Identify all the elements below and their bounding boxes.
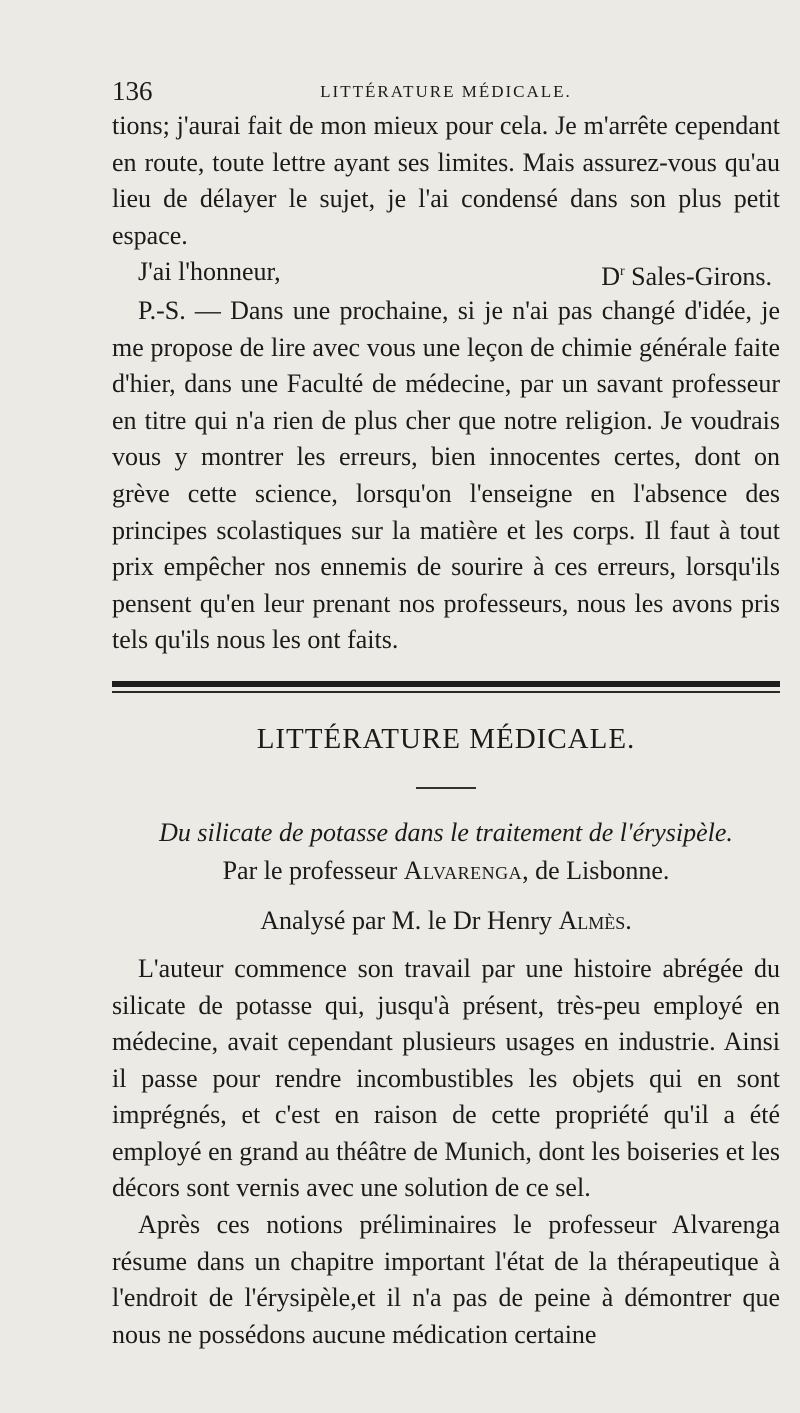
byline-author: Alvarenga: [403, 855, 523, 885]
signature-title-sup: r: [620, 264, 625, 280]
letter-text: [112, 108, 780, 659]
article-paragraph: L'auteur commence son travail par une histoire abrégée du silicate de potasse qui, jusqu'à présent, très-peu employé en médecine, avait cependant plusieurs usages en industrie. Ainsi il passe pour rendre incombustibles les objets qui en sont imprégnés, et c'est en raison de cette propriété qu'il a été employé en grand au théâtre de Munich, dont les boiseries et les décors sont vernis avec une solution de ce sel.: [112, 953, 780, 1203]
signature: [601, 254, 772, 296]
signature-title: D: [601, 262, 620, 292]
thin-rule: [112, 691, 780, 693]
article-paragraph: Après ces notions préliminaires le professeur Alvarenga résume dans un chapitre important l'état de la thérapeutique à l'endroit de l'érysipèle,et il n'a pas de peine à démontrer que nous ne possédons aucune médication certaine: [112, 1210, 780, 1349]
signature-line: [112, 254, 780, 291]
analyzed-name: Almès: [558, 905, 626, 935]
signature-name: Sales-Girons.: [631, 262, 772, 292]
postscript-paragraph: P.-S. — Dans une prochaine, si je n'ai pas changé d'idée, je me propose de lire avec vous une leçon de chimie générale faite d'hier, dans une Faculté de médecine, par un savant professeur en titre qui n'a rien de plus cher que notre religion. Je voudrais vous y montrer les erreurs, bien innocentes certes, dont on grève cette science, lorsqu'on l'enseigne en l'absence des principes scolastiques sur la matière et les corps. Il faut à tout prix empêcher nos ennemis de sourire à ces erreurs, lorsqu'ils pensent qu'en leur prenant nos professeurs, nous les avons pris tels qu'ils nous les ont faits.: [112, 295, 780, 655]
article-title: Du silicate de potasse dans le traitement de l'érysipèle.: [159, 817, 733, 847]
thick-rule: [112, 681, 780, 687]
running-head: [112, 74, 780, 108]
analyzed-by: [112, 903, 780, 939]
closing-formula: J'ai l'honneur,: [138, 257, 281, 287]
article-body: [112, 951, 780, 1354]
analyzed-prefix: Analysé par M. le Dr Henry: [260, 905, 552, 935]
byline-prefix: Par le professeur: [222, 855, 398, 885]
byline-suffix: , de Lisbonne.: [522, 855, 670, 885]
article-byline: [112, 853, 780, 889]
double-rule: [112, 681, 780, 699]
short-divider: [416, 787, 476, 789]
section-title: LITTÉRATURE MÉDICALE.: [256, 722, 636, 755]
page-number: 136: [112, 76, 153, 106]
analyzed-suffix: .: [625, 905, 632, 935]
letter-paragraph: tions; j'aurai fait de mon mieux pour cela. Je m'arrête cependant en route, toute lettre ayant ses limites. Mais assurez-vous qu'au lieu de délayer le sujet, je l'ai condensé dans son plus petit espace.: [112, 111, 780, 250]
running-title: LITTÉRATURE MÉDICALE.: [320, 82, 572, 101]
text-column: [112, 74, 780, 1353]
